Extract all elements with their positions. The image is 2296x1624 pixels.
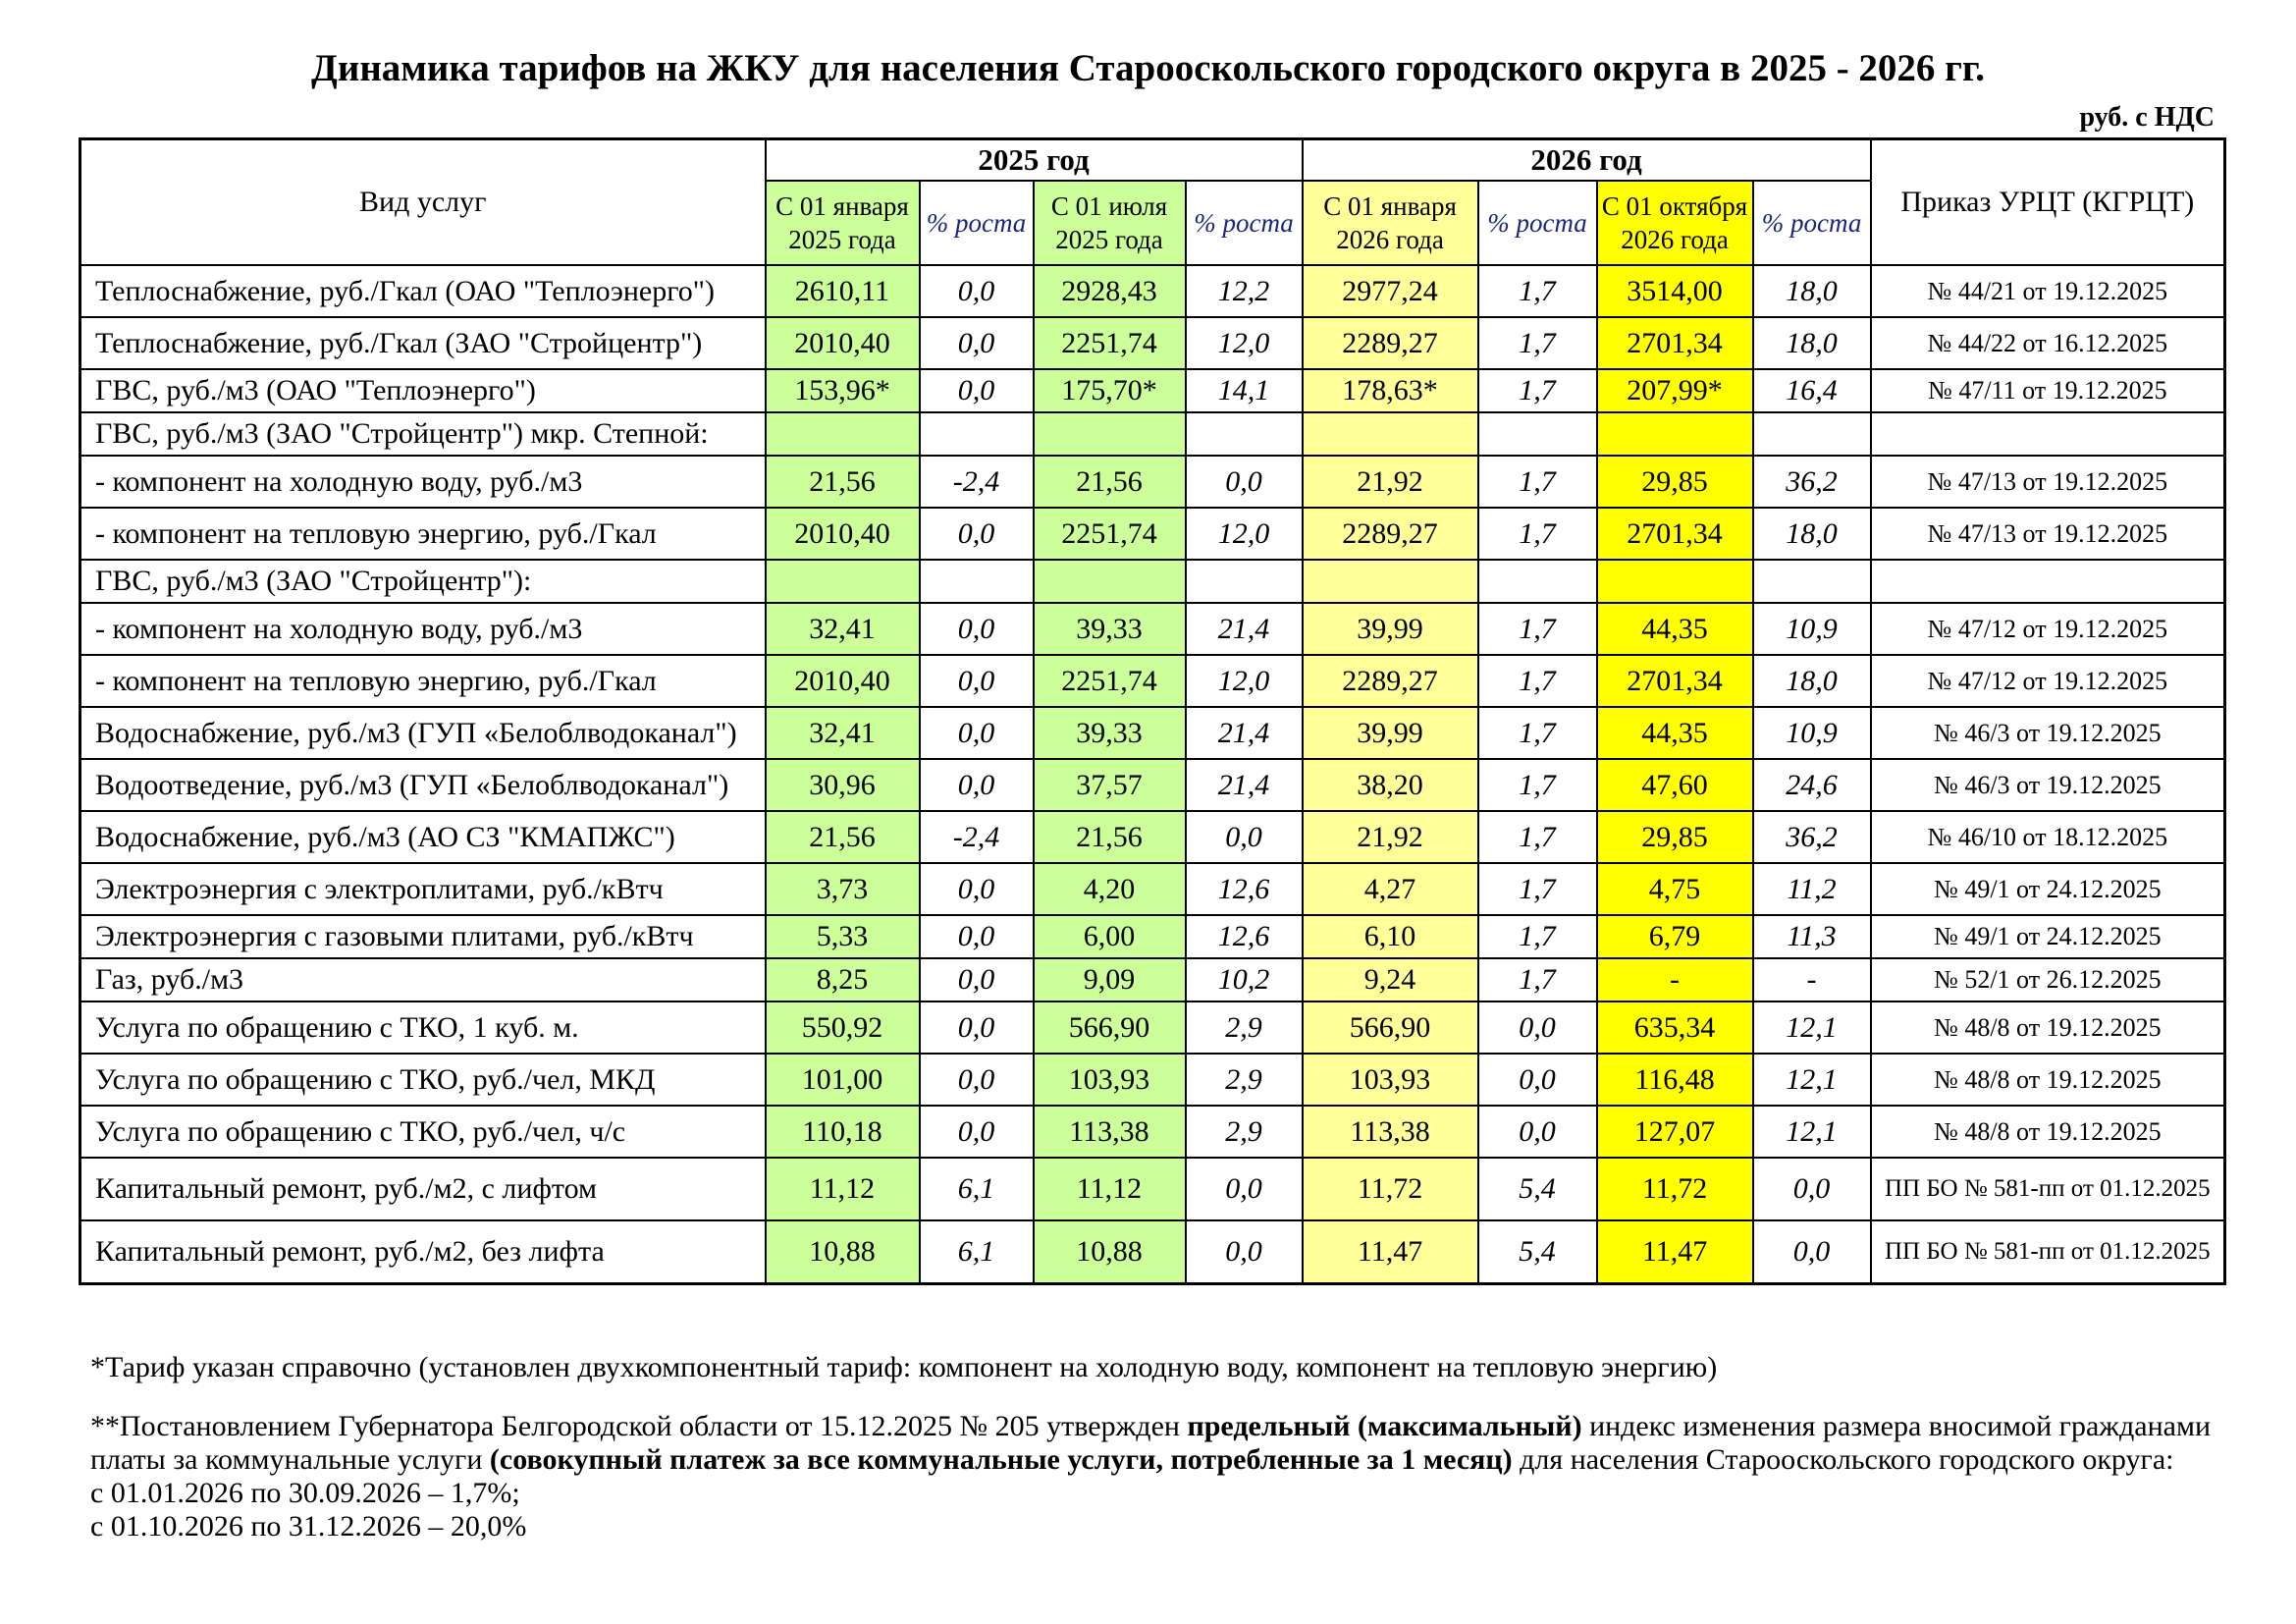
growth-jul-2025 (1186, 412, 1303, 456)
growth-jan-2025: 0,0 (920, 1106, 1034, 1158)
table-row (80, 456, 2225, 508)
value-jul-2025: 113,38 (1034, 1106, 1186, 1158)
table-row (80, 412, 2225, 456)
value-jan-2026: 113,38 (1303, 1106, 1478, 1158)
growth-jul-2025: 0,0 (1186, 811, 1303, 863)
growth-oct-2026: 12,1 (1753, 1001, 1871, 1054)
growth-jan-2025 (920, 560, 1034, 603)
footnote-text-a: **Постановлением Губернатора Белгородской области от 15.12.2025 № 205 утвержден (90, 1410, 1188, 1442)
table-row (80, 1106, 2225, 1158)
growth-jan-2025: 0,0 (920, 863, 1034, 915)
value-jan-2026: 38,20 (1303, 759, 1478, 811)
growth-oct-2026: 0,0 (1753, 1220, 1871, 1284)
growth-oct-2026: 10,9 (1753, 603, 1871, 655)
order-ref: № 47/11 от 19.12.2025 (1871, 369, 2225, 412)
service-name: Электроэнергия с электроплитами, руб./кВтч (80, 863, 766, 915)
service-name: ГВС, руб./м3 (ЗАО "Стройцентр"): (80, 560, 766, 603)
value-jan-2025: 101,00 (766, 1054, 920, 1106)
index-period-2: с 01.10.2026 по 31.12.2026 – 20,0% (90, 1510, 527, 1543)
value-jan-2025: 3,73 (766, 863, 920, 915)
growth-jan-2025 (920, 412, 1034, 456)
growth-jul-2025: 12,2 (1186, 265, 1303, 317)
value-jul-2025: 175,70* (1034, 369, 1186, 412)
value-jan-2026: 2289,27 (1303, 655, 1478, 707)
value-oct-2026: 29,85 (1597, 811, 1753, 863)
growth-jul-2025: 12,0 (1186, 317, 1303, 369)
service-name: - компонент на тепловую энергию, руб./Гкал (80, 508, 766, 560)
growth-jan-2026: 1,7 (1478, 508, 1597, 560)
footnote-governor-decree (90, 1410, 2230, 1477)
growth-jan-2026: 1,7 (1478, 811, 1597, 863)
value-oct-2026: 44,35 (1597, 603, 1753, 655)
value-jan-2025: 21,56 (766, 456, 920, 508)
value-oct-2026: 4,75 (1597, 863, 1753, 915)
growth-oct-2026: 0,0 (1753, 1158, 1871, 1220)
value-oct-2026: 47,60 (1597, 759, 1753, 811)
value-jan-2025: 30,96 (766, 759, 920, 811)
value-jan-2025: 11,12 (766, 1158, 920, 1220)
growth-jan-2026 (1478, 412, 1597, 456)
value-jul-2025: 6,00 (1034, 915, 1186, 958)
header-col-jan-2026: С 01 января 2026 года (1303, 181, 1478, 265)
units-label: руб. с НДС (2079, 102, 2215, 133)
service-name: ГВС, руб./м3 (ЗАО "Стройцентр") мкр. Степной: (80, 412, 766, 456)
value-oct-2026: 2701,34 (1597, 655, 1753, 707)
tariff-table (79, 137, 2226, 1285)
table-row (80, 1001, 2225, 1054)
value-oct-2026: 11,72 (1597, 1158, 1753, 1220)
growth-jul-2025: 12,0 (1186, 655, 1303, 707)
value-jul-2025: 39,33 (1034, 603, 1186, 655)
tariff-table-body (80, 265, 2225, 1284)
value-oct-2026: 11,47 (1597, 1220, 1753, 1284)
growth-jan-2026: 5,4 (1478, 1158, 1597, 1220)
table-row (80, 1054, 2225, 1106)
growth-oct-2026: 11,3 (1753, 915, 1871, 958)
growth-jan-2025: 0,0 (920, 915, 1034, 958)
growth-jan-2026: 1,7 (1478, 759, 1597, 811)
growth-jan-2026: 1,7 (1478, 655, 1597, 707)
value-oct-2026: 2701,34 (1597, 317, 1753, 369)
growth-oct-2026: 12,1 (1753, 1054, 1871, 1106)
service-name: Водоснабжение, руб./м3 (АО СЗ "КМАПЖС") (80, 811, 766, 863)
growth-jan-2025: 6,1 (920, 1158, 1034, 1220)
order-ref: ПП БО № 581-пп от 01.12.2025 (1871, 1158, 2225, 1220)
header-col-growth-1: % роста (920, 181, 1034, 265)
growth-jan-2025: -2,4 (920, 811, 1034, 863)
value-jul-2025: 9,09 (1034, 958, 1186, 1001)
header-col-jul-2025: С 01 июля 2025 года (1034, 181, 1186, 265)
header-col-growth-3: % роста (1478, 181, 1597, 265)
growth-jan-2026: 1,7 (1478, 603, 1597, 655)
value-jul-2025: 2251,74 (1034, 508, 1186, 560)
value-jan-2026: 11,72 (1303, 1158, 1478, 1220)
growth-oct-2026: 11,2 (1753, 863, 1871, 915)
growth-oct-2026 (1753, 412, 1871, 456)
growth-oct-2026 (1753, 560, 1871, 603)
order-ref: № 52/1 от 26.12.2025 (1871, 958, 2225, 1001)
value-jan-2026: 39,99 (1303, 707, 1478, 759)
notes (90, 1351, 2230, 1543)
value-jul-2025: 21,56 (1034, 811, 1186, 863)
growth-jan-2025: 0,0 (920, 603, 1034, 655)
index-period-1: с 01.01.2026 по 30.09.2026 – 1,7%; (90, 1477, 520, 1509)
growth-oct-2026: 18,0 (1753, 265, 1871, 317)
growth-jan-2026: 1,7 (1478, 707, 1597, 759)
growth-jan-2025: 0,0 (920, 655, 1034, 707)
value-jan-2025: 110,18 (766, 1106, 920, 1158)
growth-jan-2025: 0,0 (920, 707, 1034, 759)
table-row (80, 1158, 2225, 1220)
order-ref: № 48/8 от 19.12.2025 (1871, 1001, 2225, 1054)
order-ref (1871, 412, 2225, 456)
table-row (80, 863, 2225, 915)
service-name: Капитальный ремонт, руб./м2, без лифта (80, 1220, 766, 1284)
value-jan-2025: 21,56 (766, 811, 920, 863)
growth-jan-2025: 6,1 (920, 1220, 1034, 1284)
growth-jul-2025: 2,9 (1186, 1106, 1303, 1158)
table-row (80, 560, 2225, 603)
value-jan-2025 (766, 412, 920, 456)
growth-jan-2026: 1,7 (1478, 958, 1597, 1001)
value-jan-2026: 2289,27 (1303, 508, 1478, 560)
growth-jan-2025: 0,0 (920, 369, 1034, 412)
value-jan-2025: 2010,40 (766, 655, 920, 707)
value-jan-2026: 6,10 (1303, 915, 1478, 958)
value-jan-2025: 2010,40 (766, 508, 920, 560)
value-jan-2026 (1303, 560, 1478, 603)
value-oct-2026: 207,99* (1597, 369, 1753, 412)
footnote-reference-tariff: *Тариф указан справочно (установлен двухкомпонентный тариф: компонент на холодную воду, компонент на тепловую энергию) (90, 1351, 1718, 1383)
value-jan-2025: 10,88 (766, 1220, 920, 1284)
growth-jul-2025: 2,9 (1186, 1054, 1303, 1106)
value-jan-2026: 39,99 (1303, 603, 1478, 655)
value-jul-2025: 11,12 (1034, 1158, 1186, 1220)
value-oct-2026: 44,35 (1597, 707, 1753, 759)
growth-jul-2025: 21,4 (1186, 603, 1303, 655)
order-ref: № 46/3 от 19.12.2025 (1871, 759, 2225, 811)
value-jan-2026: 2977,24 (1303, 265, 1478, 317)
growth-jan-2025: 0,0 (920, 1054, 1034, 1106)
value-jul-2025: 39,33 (1034, 707, 1186, 759)
value-oct-2026: 127,07 (1597, 1106, 1753, 1158)
value-jul-2025: 2251,74 (1034, 655, 1186, 707)
growth-jul-2025: 21,4 (1186, 707, 1303, 759)
order-ref: № 47/13 от 19.12.2025 (1871, 508, 2225, 560)
value-jul-2025: 2928,43 (1034, 265, 1186, 317)
growth-jul-2025: 12,6 (1186, 915, 1303, 958)
table-row (80, 655, 2225, 707)
value-jul-2025: 37,57 (1034, 759, 1186, 811)
service-name: Газ, руб./м3 (80, 958, 766, 1001)
growth-jul-2025: 0,0 (1186, 1158, 1303, 1220)
growth-jan-2026: 0,0 (1478, 1001, 1597, 1054)
service-name: Водоотведение, руб./м3 (ГУП «Белоблводоканал") (80, 759, 766, 811)
header-order: Приказ УРЦТ (КГРЦТ) (1871, 139, 2225, 266)
growth-jul-2025: 21,4 (1186, 759, 1303, 811)
service-name: Теплоснабжение, руб./Гкал (ОАО "Теплоэнерго") (80, 265, 766, 317)
growth-oct-2026: - (1753, 958, 1871, 1001)
order-ref: № 49/1 от 24.12.2025 (1871, 915, 2225, 958)
service-name: Капитальный ремонт, руб./м2, с лифтом (80, 1158, 766, 1220)
growth-jan-2026: 0,0 (1478, 1106, 1597, 1158)
table-row (80, 759, 2225, 811)
growth-jan-2026: 1,7 (1478, 863, 1597, 915)
growth-jan-2025: 0,0 (920, 508, 1034, 560)
service-name: Электроэнергия с газовыми плитами, руб./кВтч (80, 915, 766, 958)
order-ref (1871, 560, 2225, 603)
header-col-growth-2: % роста (1186, 181, 1303, 265)
value-jan-2026: 103,93 (1303, 1054, 1478, 1106)
value-jul-2025 (1034, 560, 1186, 603)
table-row (80, 317, 2225, 369)
order-ref: № 47/12 от 19.12.2025 (1871, 603, 2225, 655)
service-name: Услуга по обращению с ТКО, руб./чел, ч/с (80, 1106, 766, 1158)
table-row (80, 603, 2225, 655)
service-name: - компонент на холодную воду, руб./м3 (80, 603, 766, 655)
growth-jul-2025: 12,0 (1186, 508, 1303, 560)
growth-oct-2026: 24,6 (1753, 759, 1871, 811)
table-row (80, 915, 2225, 958)
value-jul-2025 (1034, 412, 1186, 456)
growth-oct-2026: 10,9 (1753, 707, 1871, 759)
value-jan-2026: 2289,27 (1303, 317, 1478, 369)
value-jan-2025 (766, 560, 920, 603)
table-row (80, 1220, 2225, 1284)
order-ref: ПП БО № 581-пп от 01.12.2025 (1871, 1220, 2225, 1284)
footnote-text-e: для населения Старооскольского городского округа: (1512, 1443, 2174, 1476)
order-ref: № 47/12 от 19.12.2025 (1871, 655, 2225, 707)
growth-oct-2026: 36,2 (1753, 456, 1871, 508)
value-jan-2026: 566,90 (1303, 1001, 1478, 1054)
value-jan-2026: 21,92 (1303, 456, 1478, 508)
value-jan-2025: 32,41 (766, 707, 920, 759)
header-col-growth-4: % роста (1753, 181, 1871, 265)
service-name: ГВС, руб./м3 (ОАО "Теплоэнерго") (80, 369, 766, 412)
growth-jan-2026: 1,7 (1478, 317, 1597, 369)
value-jan-2025: 550,92 (766, 1001, 920, 1054)
value-jan-2025: 32,41 (766, 603, 920, 655)
footnote-bold-max: предельный (максимальный) (1187, 1410, 1582, 1442)
table-row (80, 369, 2225, 412)
growth-jan-2026: 1,7 (1478, 456, 1597, 508)
value-oct-2026 (1597, 412, 1753, 456)
header-year-2025: 2025 год (766, 139, 1303, 182)
growth-jan-2025: -2,4 (920, 456, 1034, 508)
order-ref: № 46/10 от 18.12.2025 (1871, 811, 2225, 863)
order-ref: № 44/21 от 19.12.2025 (1871, 265, 2225, 317)
growth-jul-2025 (1186, 560, 1303, 603)
growth-jan-2026: 0,0 (1478, 1054, 1597, 1106)
value-jan-2025: 153,96* (766, 369, 920, 412)
value-jan-2025: 5,33 (766, 915, 920, 958)
table-row (80, 265, 2225, 317)
order-ref: № 48/8 от 19.12.2025 (1871, 1106, 2225, 1158)
growth-jan-2025: 0,0 (920, 265, 1034, 317)
growth-jul-2025: 0,0 (1186, 1220, 1303, 1284)
header-col-jan-2025: С 01 января 2025 года (766, 181, 920, 265)
table-row (80, 811, 2225, 863)
value-jul-2025: 10,88 (1034, 1220, 1186, 1284)
value-jan-2025: 2010,40 (766, 317, 920, 369)
page-title: Динамика тарифов на ЖКУ для населения Старооскольского городского округа в 2025 - 2026 гг. (311, 47, 1985, 89)
growth-jan-2026: 1,7 (1478, 915, 1597, 958)
table-row (80, 958, 2225, 1001)
value-jul-2025: 2251,74 (1034, 317, 1186, 369)
growth-jan-2026 (1478, 560, 1597, 603)
growth-jan-2026: 5,4 (1478, 1220, 1597, 1284)
order-ref: № 46/3 от 19.12.2025 (1871, 707, 2225, 759)
value-oct-2026: 116,48 (1597, 1054, 1753, 1106)
table-row (80, 707, 2225, 759)
value-jul-2025: 21,56 (1034, 456, 1186, 508)
order-ref: № 47/13 от 19.12.2025 (1871, 456, 2225, 508)
footnote-bold-total: (совокупный платеж за все коммунальные услуги, потребленные за 1 месяц) (489, 1443, 1513, 1476)
value-jan-2026: 9,24 (1303, 958, 1478, 1001)
growth-jul-2025: 10,2 (1186, 958, 1303, 1001)
order-ref: № 49/1 от 24.12.2025 (1871, 863, 2225, 915)
service-name: Водоснабжение, руб./м3 (ГУП «Белоблводоканал") (80, 707, 766, 759)
value-oct-2026 (1597, 560, 1753, 603)
growth-jan-2025: 0,0 (920, 317, 1034, 369)
value-jan-2025: 8,25 (766, 958, 920, 1001)
value-jan-2026 (1303, 412, 1478, 456)
value-oct-2026: 6,79 (1597, 915, 1753, 958)
service-name: Услуга по обращению с ТКО, 1 куб. м. (80, 1001, 766, 1054)
service-name: Услуга по обращению с ТКО, руб./чел, МКД (80, 1054, 766, 1106)
growth-jul-2025: 12,6 (1186, 863, 1303, 915)
value-jan-2026: 178,63* (1303, 369, 1478, 412)
table-row (80, 508, 2225, 560)
order-ref: № 48/8 от 19.12.2025 (1871, 1054, 2225, 1106)
value-oct-2026: 2701,34 (1597, 508, 1753, 560)
growth-oct-2026: 36,2 (1753, 811, 1871, 863)
growth-jul-2025: 14,1 (1186, 369, 1303, 412)
growth-jul-2025: 2,9 (1186, 1001, 1303, 1054)
value-oct-2026: 29,85 (1597, 456, 1753, 508)
growth-jan-2026: 1,7 (1478, 265, 1597, 317)
growth-oct-2026: 18,0 (1753, 655, 1871, 707)
value-oct-2026: - (1597, 958, 1753, 1001)
value-oct-2026: 3514,00 (1597, 265, 1753, 317)
service-name: - компонент на тепловую энергию, руб./Гкал (80, 655, 766, 707)
value-jul-2025: 566,90 (1034, 1001, 1186, 1054)
value-jan-2025: 2610,11 (766, 265, 920, 317)
growth-oct-2026: 18,0 (1753, 508, 1871, 560)
growth-jan-2025: 0,0 (920, 1001, 1034, 1054)
service-name: - компонент на холодную воду, руб./м3 (80, 456, 766, 508)
growth-jul-2025: 0,0 (1186, 456, 1303, 508)
growth-oct-2026: 12,1 (1753, 1106, 1871, 1158)
header-col-oct-2026: С 01 октября 2026 года (1597, 181, 1753, 265)
value-jul-2025: 4,20 (1034, 863, 1186, 915)
growth-jan-2026: 1,7 (1478, 369, 1597, 412)
growth-jan-2025: 0,0 (920, 759, 1034, 811)
value-jan-2026: 21,92 (1303, 811, 1478, 863)
footnote-text-c: индекс изменения размера вносимой гражданами платы за коммунальные услуги (90, 1410, 2212, 1476)
header-year-2026: 2026 год (1303, 139, 1871, 182)
value-oct-2026: 635,34 (1597, 1001, 1753, 1054)
service-name: Теплоснабжение, руб./Гкал (ЗАО "Стройцентр") (80, 317, 766, 369)
value-jul-2025: 103,93 (1034, 1054, 1186, 1106)
growth-oct-2026: 18,0 (1753, 317, 1871, 369)
order-ref: № 44/22 от 16.12.2025 (1871, 317, 2225, 369)
header-service: Вид услуг (80, 139, 766, 266)
value-jan-2026: 11,47 (1303, 1220, 1478, 1284)
growth-jan-2025: 0,0 (920, 958, 1034, 1001)
growth-oct-2026: 16,4 (1753, 369, 1871, 412)
value-jan-2026: 4,27 (1303, 863, 1478, 915)
